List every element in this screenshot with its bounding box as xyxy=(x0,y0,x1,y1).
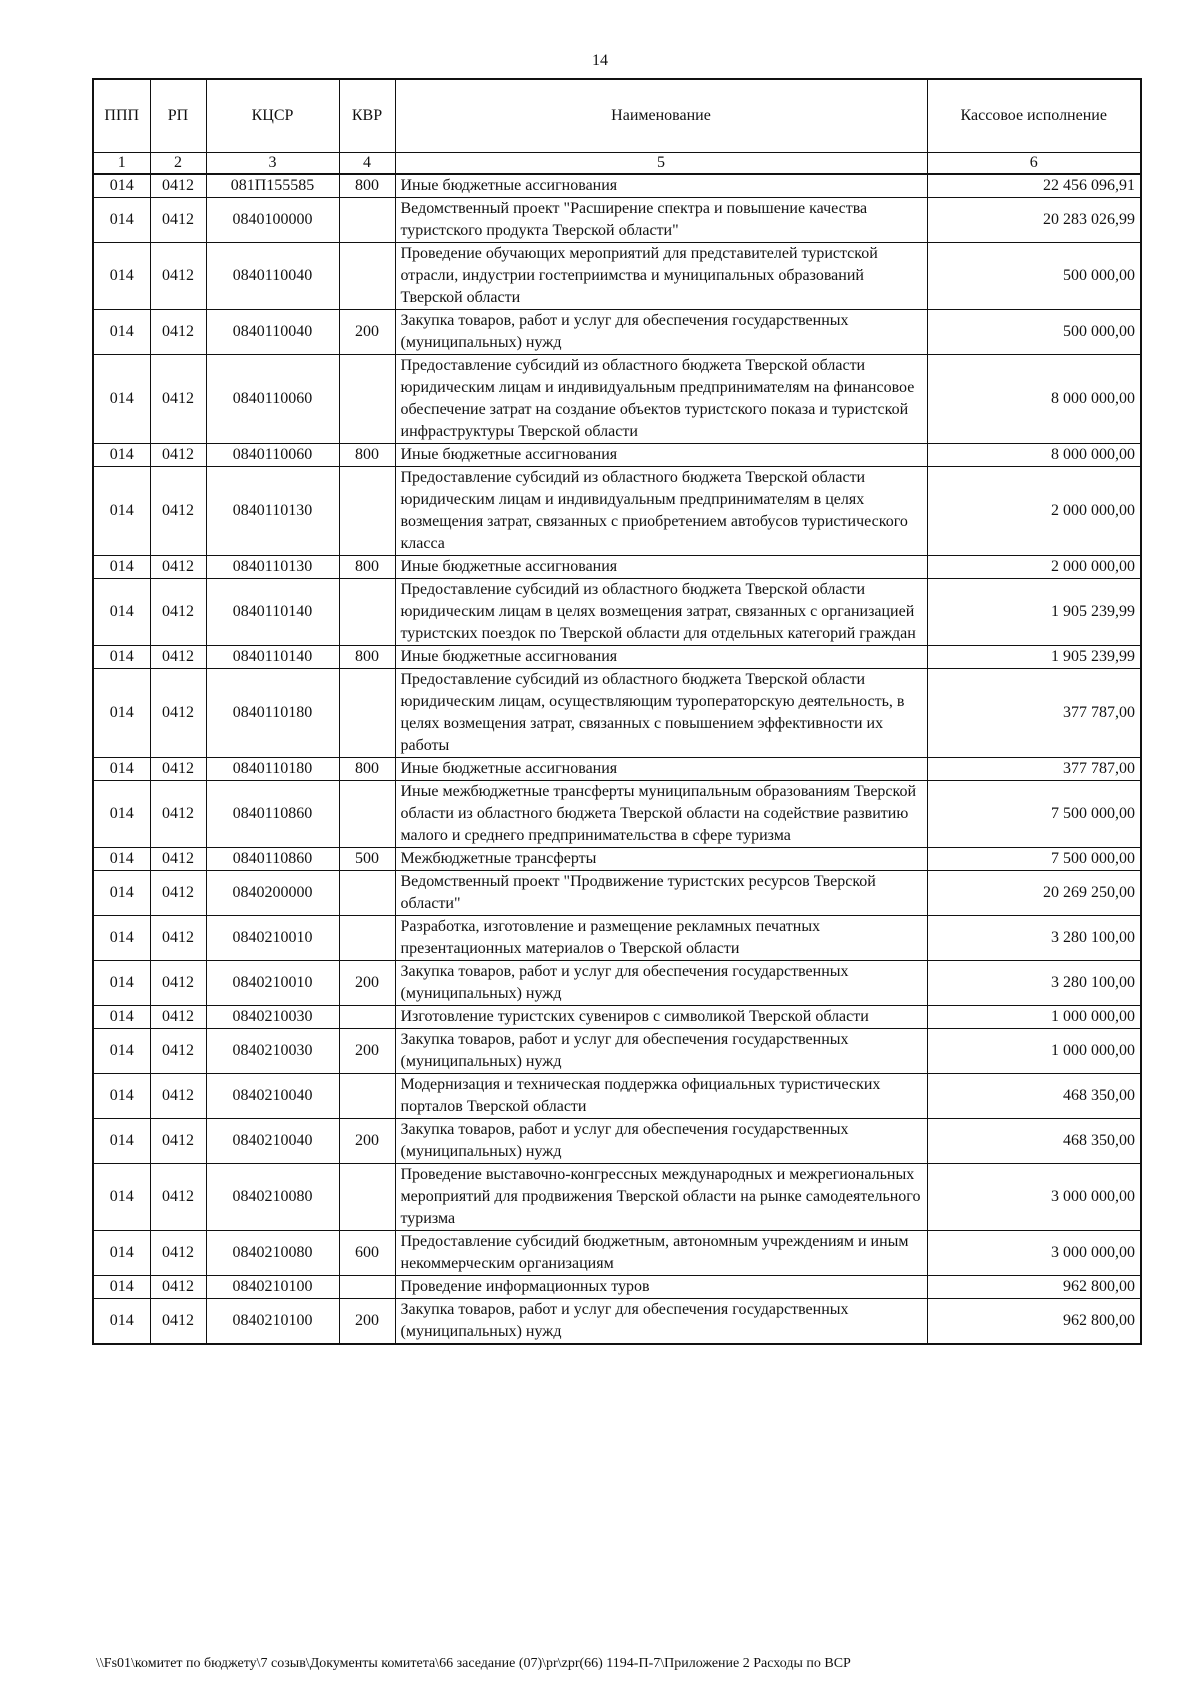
cell-kcsr: 0840110140 xyxy=(206,579,339,646)
cell-kcsr: 0840110130 xyxy=(206,467,339,556)
cell-kcsr: 0840110180 xyxy=(206,758,339,781)
cell-ppp: 014 xyxy=(93,1074,150,1119)
cell-rp: 0412 xyxy=(150,1299,206,1345)
cell-kcsr: 0840110130 xyxy=(206,556,339,579)
cell-kcsr: 0840210030 xyxy=(206,1029,339,1074)
cell-kvr xyxy=(339,355,395,444)
cell-ppp: 014 xyxy=(93,556,150,579)
cell-name: Иные бюджетные ассигнования xyxy=(395,646,927,669)
cell-amount: 1 000 000,00 xyxy=(927,1006,1141,1029)
cell-amount: 500 000,00 xyxy=(927,243,1141,310)
cell-name: Закупка товаров, работ и услуг для обеспечения государственных (муниципальных) нужд xyxy=(395,1029,927,1074)
column-number-row xyxy=(93,153,1141,175)
table-row xyxy=(93,961,1141,1006)
cell-kcsr: 0840210010 xyxy=(206,916,339,961)
cell-ppp: 014 xyxy=(93,669,150,758)
cell-rp: 0412 xyxy=(150,871,206,916)
cell-rp: 0412 xyxy=(150,579,206,646)
cell-ppp: 014 xyxy=(93,467,150,556)
cell-ppp: 014 xyxy=(93,444,150,467)
cell-name: Иные бюджетные ассигнования xyxy=(395,758,927,781)
cell-kvr xyxy=(339,467,395,556)
cell-kcsr: 0840110060 xyxy=(206,444,339,467)
cell-rp: 0412 xyxy=(150,916,206,961)
cell-name: Закупка товаров, работ и услуг для обеспечения государственных (муниципальных) нужд xyxy=(395,310,927,355)
cell-rp: 0412 xyxy=(150,1119,206,1164)
cell-rp: 0412 xyxy=(150,1231,206,1276)
cell-kvr xyxy=(339,198,395,243)
cell-amount: 8 000 000,00 xyxy=(927,444,1141,467)
cell-amount: 22 456 096,91 xyxy=(927,174,1141,198)
cell-name: Предоставление субсидий из областного бюджета Тверской области юридическим лицам и индивидуальным предпринимателям в целях возмещения затрат, связанных с приобретением автобусов туристического класса xyxy=(395,467,927,556)
cell-amount: 468 350,00 xyxy=(927,1074,1141,1119)
cell-name: Предоставление субсидий из областного бюджета Тверской области юридическим лицам в целях возмещения затрат, связанных с организацией туристских поездок по Тверской области для отдельных категорий граждан xyxy=(395,579,927,646)
cell-amount: 3 280 100,00 xyxy=(927,916,1141,961)
cell-name: Закупка товаров, работ и услуг для обеспечения государственных (муниципальных) нужд xyxy=(395,1299,927,1345)
cell-ppp: 014 xyxy=(93,1276,150,1299)
cell-kvr xyxy=(339,916,395,961)
table-row xyxy=(93,916,1141,961)
cell-ppp: 014 xyxy=(93,1164,150,1231)
cell-ppp: 014 xyxy=(93,355,150,444)
cell-rp: 0412 xyxy=(150,1074,206,1119)
cell-name: Иные бюджетные ассигнования xyxy=(395,444,927,467)
cell-kvr: 200 xyxy=(339,961,395,1006)
cell-rp: 0412 xyxy=(150,961,206,1006)
cell-name: Иные межбюджетные трансферты муниципальным образованиям Тверской области из областного бюджета Тверской области на содействие развитию малого и среднего предпринимательства в сфере туризма xyxy=(395,781,927,848)
header-amount: Кассовое исполнение xyxy=(927,79,1141,153)
cell-kcsr: 0840110140 xyxy=(206,646,339,669)
table-row xyxy=(93,198,1141,243)
cell-amount: 3 000 000,00 xyxy=(927,1164,1141,1231)
cell-kvr xyxy=(339,1276,395,1299)
table-row xyxy=(93,1164,1141,1231)
cell-rp: 0412 xyxy=(150,848,206,871)
cell-kvr xyxy=(339,1074,395,1119)
column-number: 2 xyxy=(150,153,206,175)
cell-amount: 1 000 000,00 xyxy=(927,1029,1141,1074)
cell-amount: 7 500 000,00 xyxy=(927,781,1141,848)
cell-kvr: 200 xyxy=(339,1119,395,1164)
table-row xyxy=(93,243,1141,310)
cell-name: Предоставление субсидий из областного бюджета Тверской области юридическим лицам и индивидуальным предпринимателям на финансовое обеспечение затрат на создание объектов туристского показа и туристской инфраструктуры Тверской области xyxy=(395,355,927,444)
cell-rp: 0412 xyxy=(150,758,206,781)
column-number: 6 xyxy=(927,153,1141,175)
cell-kvr xyxy=(339,579,395,646)
table-row xyxy=(93,1231,1141,1276)
cell-ppp: 014 xyxy=(93,1299,150,1345)
cell-kcsr: 0840210030 xyxy=(206,1006,339,1029)
cell-ppp: 014 xyxy=(93,781,150,848)
cell-rp: 0412 xyxy=(150,1006,206,1029)
cell-rp: 0412 xyxy=(150,355,206,444)
table-row xyxy=(93,579,1141,646)
cell-rp: 0412 xyxy=(150,444,206,467)
cell-rp: 0412 xyxy=(150,467,206,556)
budget-expenditure-table xyxy=(92,78,1142,1345)
header-kvr: КВР xyxy=(339,79,395,153)
header-ppp: ППП xyxy=(93,79,150,153)
cell-ppp: 014 xyxy=(93,579,150,646)
cell-amount: 1 905 239,99 xyxy=(927,646,1141,669)
cell-amount: 1 905 239,99 xyxy=(927,579,1141,646)
cell-ppp: 014 xyxy=(93,848,150,871)
column-number: 3 xyxy=(206,153,339,175)
table-header-row xyxy=(93,79,1141,153)
cell-name: Проведение информационных туров xyxy=(395,1276,927,1299)
cell-kcsr: 0840210100 xyxy=(206,1276,339,1299)
cell-rp: 0412 xyxy=(150,174,206,198)
cell-kvr: 800 xyxy=(339,444,395,467)
header-name: Наименование xyxy=(395,79,927,153)
page-number: 14 xyxy=(592,52,608,69)
table-row xyxy=(93,646,1141,669)
table-row xyxy=(93,310,1141,355)
table-row xyxy=(93,758,1141,781)
cell-kcsr: 081П155585 xyxy=(206,174,339,198)
cell-kvr: 200 xyxy=(339,1029,395,1074)
table-row xyxy=(93,1119,1141,1164)
table-row xyxy=(93,871,1141,916)
cell-ppp: 014 xyxy=(93,871,150,916)
cell-rp: 0412 xyxy=(150,1029,206,1074)
cell-kcsr: 0840210040 xyxy=(206,1119,339,1164)
cell-kvr: 800 xyxy=(339,646,395,669)
cell-ppp: 014 xyxy=(93,198,150,243)
cell-ppp: 014 xyxy=(93,1006,150,1029)
cell-amount: 7 500 000,00 xyxy=(927,848,1141,871)
table-body xyxy=(93,174,1141,1344)
cell-rp: 0412 xyxy=(150,243,206,310)
cell-kcsr: 0840210080 xyxy=(206,1231,339,1276)
cell-rp: 0412 xyxy=(150,646,206,669)
cell-kvr xyxy=(339,1164,395,1231)
cell-rp: 0412 xyxy=(150,310,206,355)
cell-kcsr: 0840110860 xyxy=(206,848,339,871)
cell-ppp: 014 xyxy=(93,916,150,961)
cell-ppp: 014 xyxy=(93,1231,150,1276)
cell-kvr xyxy=(339,669,395,758)
cell-rp: 0412 xyxy=(150,1276,206,1299)
cell-name: Ведомственный проект "Продвижение туристских ресурсов Тверской области" xyxy=(395,871,927,916)
table-row xyxy=(93,669,1141,758)
cell-amount: 20 269 250,00 xyxy=(927,871,1141,916)
cell-name: Закупка товаров, работ и услуг для обеспечения государственных (муниципальных) нужд xyxy=(395,1119,927,1164)
cell-kcsr: 0840110040 xyxy=(206,310,339,355)
table-row xyxy=(93,1029,1141,1074)
cell-kvr: 800 xyxy=(339,556,395,579)
table-row xyxy=(93,1276,1141,1299)
cell-kvr: 500 xyxy=(339,848,395,871)
cell-rp: 0412 xyxy=(150,781,206,848)
cell-kvr: 600 xyxy=(339,1231,395,1276)
cell-kcsr: 0840210080 xyxy=(206,1164,339,1231)
cell-name: Проведение обучающих мероприятий для представителей туристской отрасли, индустрии гостеприимства и муниципальных образований Тверской области xyxy=(395,243,927,310)
table-row xyxy=(93,556,1141,579)
cell-kcsr: 0840210100 xyxy=(206,1299,339,1345)
cell-name: Предоставление субсидий из областного бюджета Тверской области юридическим лицам, осуществляющим туроператорскую деятельность, в целях возмещения затрат, связанных с повышением эффективности их работы xyxy=(395,669,927,758)
cell-rp: 0412 xyxy=(150,669,206,758)
cell-name: Закупка товаров, работ и услуг для обеспечения государственных (муниципальных) нужд xyxy=(395,961,927,1006)
table-row xyxy=(93,848,1141,871)
cell-name: Изготовление туристских сувениров с символикой Тверской области xyxy=(395,1006,927,1029)
cell-name: Предоставление субсидий бюджетным, автономным учреждениям и иным некоммерческим организациям xyxy=(395,1231,927,1276)
cell-kvr xyxy=(339,1006,395,1029)
cell-rp: 0412 xyxy=(150,198,206,243)
cell-kvr: 200 xyxy=(339,1299,395,1345)
table-row xyxy=(93,781,1141,848)
table-row xyxy=(93,1006,1141,1029)
cell-name: Разработка, изготовление и размещение рекламных печатных презентационных материалов о Тверской области xyxy=(395,916,927,961)
cell-amount: 2 000 000,00 xyxy=(927,467,1141,556)
cell-kcsr: 0840210010 xyxy=(206,961,339,1006)
cell-ppp: 014 xyxy=(93,1029,150,1074)
column-number: 4 xyxy=(339,153,395,175)
cell-kvr xyxy=(339,243,395,310)
cell-rp: 0412 xyxy=(150,556,206,579)
cell-amount: 500 000,00 xyxy=(927,310,1141,355)
cell-kvr: 800 xyxy=(339,174,395,198)
cell-amount: 962 800,00 xyxy=(927,1299,1141,1345)
cell-kcsr: 0840100000 xyxy=(206,198,339,243)
cell-ppp: 014 xyxy=(93,961,150,1006)
cell-kcsr: 0840110860 xyxy=(206,781,339,848)
cell-ppp: 014 xyxy=(93,243,150,310)
column-number: 5 xyxy=(395,153,927,175)
cell-kcsr: 0840210040 xyxy=(206,1074,339,1119)
header-rp: РП xyxy=(150,79,206,153)
cell-amount: 962 800,00 xyxy=(927,1276,1141,1299)
cell-name: Иные бюджетные ассигнования xyxy=(395,174,927,198)
table-row xyxy=(93,467,1141,556)
cell-name: Проведение выставочно-конгрессных международных и межрегиональных мероприятий для продвижения Тверской области на рынке самодеятельного туризма xyxy=(395,1164,927,1231)
cell-kvr: 200 xyxy=(339,310,395,355)
table-row xyxy=(93,174,1141,198)
cell-name: Межбюджетные трансферты xyxy=(395,848,927,871)
table-row xyxy=(93,355,1141,444)
cell-ppp: 014 xyxy=(93,174,150,198)
cell-amount: 377 787,00 xyxy=(927,669,1141,758)
cell-amount: 20 283 026,99 xyxy=(927,198,1141,243)
cell-ppp: 014 xyxy=(93,758,150,781)
cell-kvr xyxy=(339,871,395,916)
cell-kcsr: 0840110040 xyxy=(206,243,339,310)
cell-name: Модернизация и техническая поддержка официальных туристических порталов Тверской области xyxy=(395,1074,927,1119)
cell-kcsr: 0840110180 xyxy=(206,669,339,758)
cell-amount: 3 280 100,00 xyxy=(927,961,1141,1006)
cell-rp: 0412 xyxy=(150,1164,206,1231)
cell-kcsr: 0840110060 xyxy=(206,355,339,444)
cell-kcsr: 0840200000 xyxy=(206,871,339,916)
cell-amount: 377 787,00 xyxy=(927,758,1141,781)
table-row xyxy=(93,444,1141,467)
table-row xyxy=(93,1074,1141,1119)
cell-ppp: 014 xyxy=(93,310,150,355)
cell-name: Ведомственный проект "Расширение спектра и повышение качества туристского продукта Тверской области" xyxy=(395,198,927,243)
cell-kvr: 800 xyxy=(339,758,395,781)
cell-amount: 468 350,00 xyxy=(927,1119,1141,1164)
cell-amount: 2 000 000,00 xyxy=(927,556,1141,579)
cell-kvr xyxy=(339,781,395,848)
cell-amount: 8 000 000,00 xyxy=(927,355,1141,444)
cell-amount: 3 000 000,00 xyxy=(927,1231,1141,1276)
column-number: 1 xyxy=(93,153,150,175)
cell-ppp: 014 xyxy=(93,1119,150,1164)
cell-ppp: 014 xyxy=(93,646,150,669)
footer-file-path: \\Fs01\комитет по бюджету\7 созыв\Документы комитета\66 заседание (07)\pr\zpr(66) 1194-П-7\Приложение 2 Расходы по ВСР xyxy=(96,1656,851,1671)
table-row xyxy=(93,1299,1141,1345)
header-kcsr: КЦСР xyxy=(206,79,339,153)
cell-name: Иные бюджетные ассигнования xyxy=(395,556,927,579)
